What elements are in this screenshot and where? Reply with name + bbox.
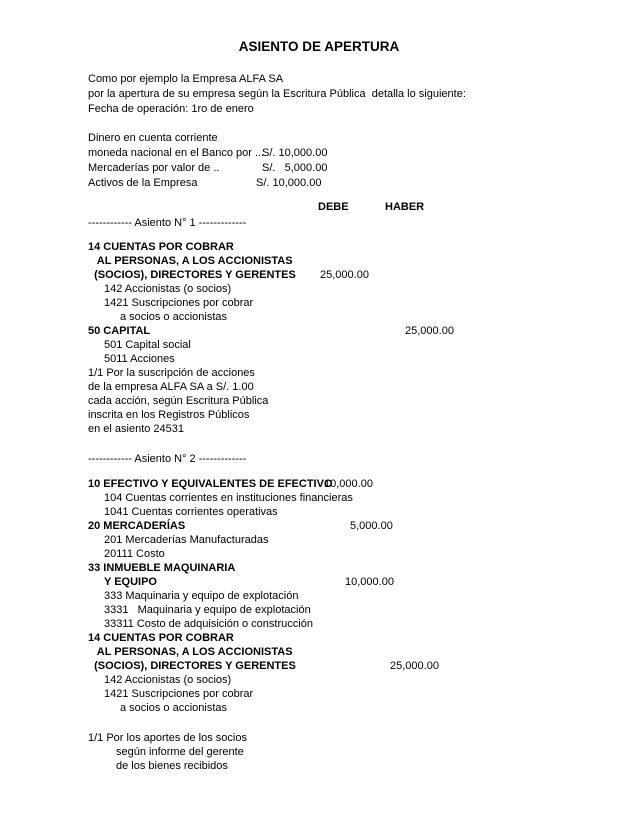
haber-header: HABER [385, 201, 425, 213]
debe-amount: 5,000.00 [350, 520, 393, 532]
account-line: 142 Accionistas (o socios) [104, 674, 232, 686]
debe-amount: 10,000.00 [324, 478, 373, 490]
asiento-2-header: ------------ Asiento N° 2 ------------- [88, 453, 247, 465]
account-line: 5011 Acciones [104, 353, 175, 365]
gloss-line: cada acción, según Escritura Pública [88, 395, 269, 407]
account-line: 33 INMUEBLE MAQUINARIA [88, 562, 236, 574]
gloss-line: 1/1 Por la suscripción de acciones [88, 367, 255, 379]
gloss-line: en el asiento 24531 [88, 423, 185, 435]
debe-amount: 10,000.00 [345, 576, 394, 588]
page-title: ASIENTO DE APERTURA [238, 39, 400, 54]
debe-amount: 25,000.00 [320, 269, 369, 281]
account-line: 14 CUENTAS POR COBRAR [88, 241, 234, 253]
account-line: AL PERSONAS, A LOS ACCIONISTAS [88, 255, 293, 267]
account-line: (SOCIOS), DIRECTORES Y GERENTES [88, 660, 296, 672]
gloss-line: 1/1 Por los aportes de los socios [88, 732, 247, 744]
debe-header: DEBE [318, 201, 349, 213]
account-line: 10 EFECTIVO Y EQUIVALENTES DE EFECTIVO [88, 478, 333, 490]
haber-amount: 25,000.00 [405, 325, 454, 337]
intro-line: Fecha de operación: 1ro de enero [88, 103, 254, 115]
account-line: 1421 Suscripciones por cobrar [104, 688, 254, 700]
account-line: 20 MERCADERÍAS [88, 520, 186, 532]
account-line: 1421 Suscripciones por cobrar [104, 297, 254, 309]
account-line: a socios o accionistas [120, 702, 227, 714]
account-line: 501 Capital social [104, 339, 191, 351]
asset-label: Dinero en cuenta corriente [88, 132, 218, 144]
account-line: 33311 Costo de adquisición o construcción [104, 618, 313, 630]
account-line: (SOCIOS), DIRECTORES Y GERENTES [88, 269, 296, 281]
asset-label: Activos de la Empresa [88, 177, 198, 189]
gloss-line: de los bienes recibidos [116, 760, 228, 772]
asset-label: moneda nacional en el Banco por ... [88, 147, 265, 159]
gloss-line: según informe del gerente [116, 746, 244, 758]
intro-line: Como por ejemplo la Empresa ALFA SA [88, 73, 284, 85]
account-line: Y EQUIPO [104, 576, 157, 588]
account-line: 14 CUENTAS POR COBRAR [88, 632, 234, 644]
account-line: a socios o accionistas [120, 311, 227, 323]
account-line: 50 CAPITAL [88, 325, 151, 337]
account-line: 333 Maquinaria y equipo de explotación [104, 590, 299, 602]
account-line: 20111 Costo [104, 548, 165, 560]
gloss-line: de la empresa ALFA SA a S/. 1.00 [88, 381, 254, 393]
account-line: 104 Cuentas corrientes en instituciones financieras [104, 492, 353, 504]
gloss-line: inscrita en los Registros Públicos [88, 409, 250, 421]
account-line: AL PERSONAS, A LOS ACCIONISTAS [88, 646, 293, 658]
asset-label: Mercaderías por valor de .. [88, 162, 220, 174]
intro-line: por la apertura de su empresa según la Escritura Pública detalla lo siguiente: [88, 88, 466, 100]
asset-amount: S/. 5,000.00 [262, 162, 328, 174]
account-line: 201 Mercaderías Manufacturadas [104, 534, 269, 546]
account-line: 3331 Maquinaria y equipo de explotación [104, 604, 311, 616]
asset-amount: S/. 10,000.00 [256, 177, 322, 189]
account-line: 142 Accionistas (o socios) [104, 283, 232, 295]
asset-amount: S/. 10,000.00 [262, 147, 328, 159]
account-line: 1041 Cuentas corrientes operativas [104, 506, 278, 518]
haber-amount: 25,000.00 [390, 660, 439, 672]
asiento-1-header: ------------ Asiento N° 1 ------------- [88, 217, 247, 229]
